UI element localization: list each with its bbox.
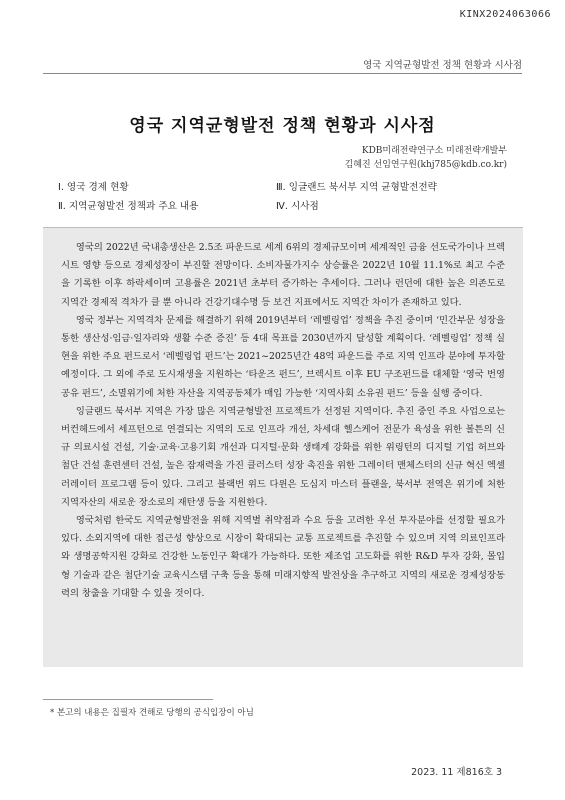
toc-item-3: Ⅲ. 잉글랜드 북서부 지역 균형발전전략	[276, 182, 437, 193]
summary-paragraph-2: 영국 정부는 지역격차 문제를 해결하기 위해 2019년부터 ‘레벨링업’ 정책을 추진 중이며 ‘민간부문 성장을 통한 생산성·임금·일자리와 생활 수준 증진’ 등 4대 목표를 2030년까지 달성할 계획이다. ‘레벨링업’ 정책 실현을 위한 주요 펀드로서 ‘레벨링업 펀드’는 2021~2025년간 48억 파운드를 주로 지역 인프라 분야에 투자할 예정이다. 그 외에 주로 도시재생을 지원하는 ‘타운즈 펀드’, 브렉시트 이후 EU 구조펀드를 대체할 ‘영국 번영공유 펀드’, 소멸위기에 처한 자산을 지역공동체가 매입 가능한 ‘지역사회 소유권 펀드’ 등을 실행 중이다.	[61, 314, 505, 399]
summary-paragraph-4: 영국처럼 한국도 지역균형발전을 위해 지역별 취약점과 수요 등을 고려한 우선 투자분야를 선정할 필요가 있다. 소외지역에 대한 접근성 향상으로 시장이 확대되는 교통 프로젝트를 추진할 수 있으며 지역 의료인프라와 생명공학지원 강화로 건강한 노동인구 확대가 가능하다. 또한 제조업 고도화를 위한 R&D 투자 강화, 몰입형 기술과 같은 첨단기술 교육시스템 구축 등을 통해 미래지향적 발전상을 추구하고 지역의 새로운 경제성장동력의 창출을 기대할 수 있을 것이다.	[61, 515, 505, 599]
footnote: * 본고의 내용은 집필자 견해로 당행의 공식입장이 아님	[50, 708, 254, 718]
document-id: KINX2024063066	[459, 9, 551, 20]
page-title: 영국 지역균형발전 정책 현황과 시사점	[129, 116, 436, 136]
running-header: 영국 지역균형발전 정책 현황과 시사점	[363, 60, 522, 71]
summary-paragraph-3: 잉글랜드 북서부 지역은 가장 많은 지역균형발전 프로젝트가 선정된 지역이다. 추진 중인 주요 사업으로는 버컨헤드에서 세프턴으로 연결되는 지역의 도로 인프라 개선, 차세대 헬스케어 전문가 육성을 위한 볼튼의 신규 의료시설 건설, 기술·교육·고용기회 개선과 디지털·문화 생태계 강화를 위한 위링턴의 디지털 기업 허브와 첨단 건설 훈련센터 건설, 높은 잠재력을 가진 클러스터 성장 촉진을 위한 그레이터 맨체스터의 신규 혁신 엑셀러레이터 프로그램 등이 있다. 그리고 블랙번 위드 다윈은 도심지 마스터 플랜을, 북서부 전역은 위기에 처한 지역자산의 새로운 장소로의 재탄생 등을 지원한다.	[61, 405, 505, 508]
summary-box	[43, 227, 523, 667]
toc-item-4: Ⅳ. 시사점	[276, 201, 319, 212]
summary-paragraph-1: 영국의 2022년 국내총생산은 2.5조 파운드로 세계 6위의 경제규모이며 세계적인 금융 선도국가이나 브렉시트 영향 등으로 경제성장이 부진할 전망이다. 소비자물가지수 상승률은 2022년 10월 11.1%로 최고 수준을 기록한 이후 하락세이며 고용률은 2021년 초부터 증가하는 추세이다. 그러나 런던에 대한 높은 의존도로 지역간 경제적 격차가 클 뿐 아니라 건강기대수명 등 보건 지표에서도 지역간 차이가 존재하고 있다.	[61, 242, 505, 308]
toc-item-2: Ⅱ. 지역균형발전 정책과 주요 내용	[58, 201, 199, 212]
page-number: 2023. 11 제816호 3	[411, 767, 502, 778]
author-block	[345, 144, 507, 172]
footnote-rule	[43, 699, 213, 700]
author-name-email: 김혜진 선임연구원(khj785@kdb.co.kr)	[344, 160, 507, 170]
toc-item-1: Ⅰ. 영국 경제 현황	[58, 182, 129, 193]
header-rule	[43, 73, 522, 74]
author-affiliation: KDB미래전략연구소 미래전략개발부	[361, 146, 507, 156]
